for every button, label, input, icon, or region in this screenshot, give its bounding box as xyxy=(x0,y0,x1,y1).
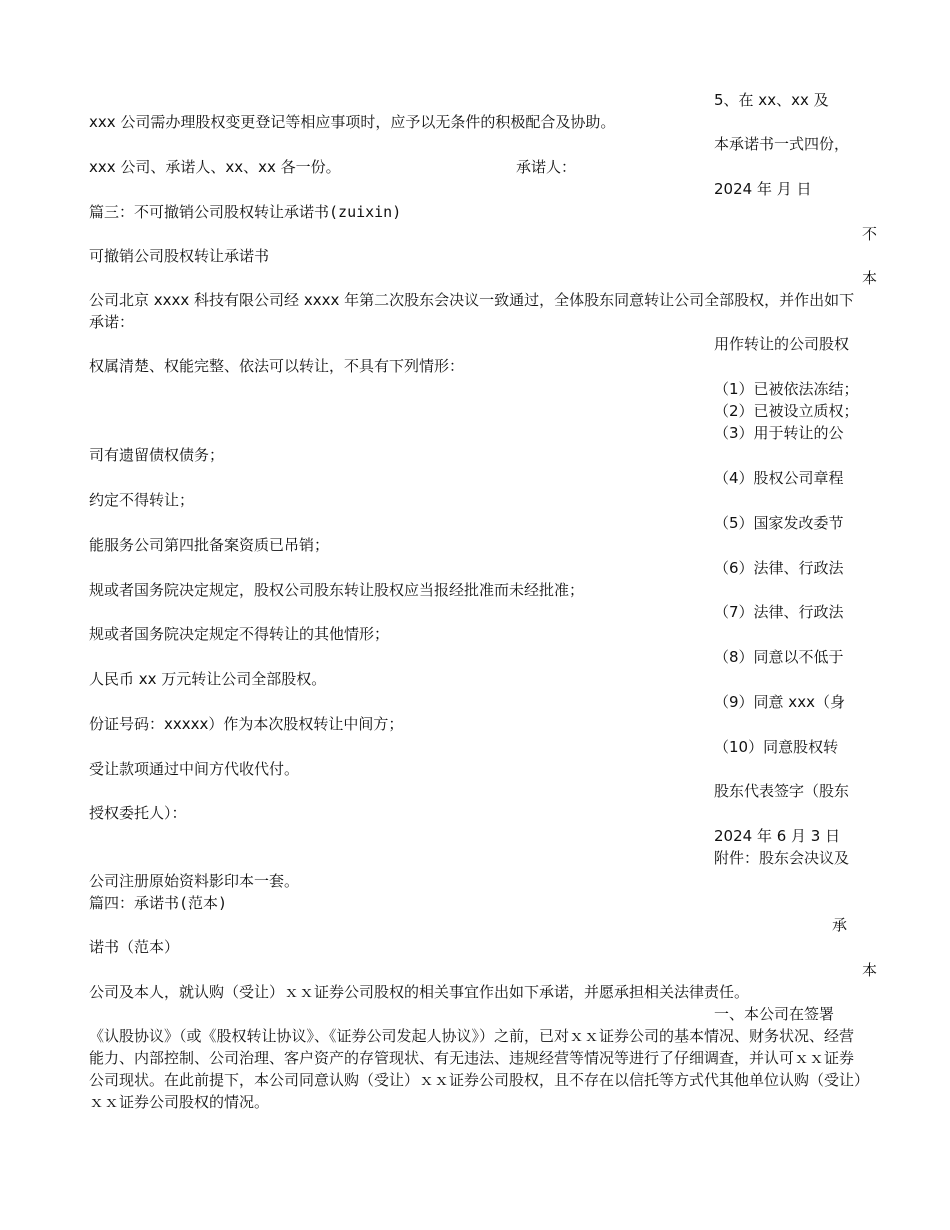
text-line: 本承诺书一式四份， xyxy=(714,135,850,153)
text-line: 人民币 xx 万元转让公司全部股权。 xyxy=(89,670,327,688)
text-line: 受让款项通过中间方代收代付。 xyxy=(89,760,300,778)
text-line: 司有遗留债权债务； xyxy=(89,446,225,464)
text-line: 权属清楚、权能完整、依法可以转让，不具有下列情形： xyxy=(89,357,465,375)
text-line: 诺书（范本） xyxy=(89,938,180,956)
list-item: （8）同意以不低于 xyxy=(714,648,844,666)
date-line: 2024 年 月 日 xyxy=(714,180,812,198)
list-item: （10）同意股权转 xyxy=(714,738,839,756)
text-line: 公司注册原始资料影印本一套。 xyxy=(89,872,300,890)
text-line: 约定不得转让； xyxy=(89,491,195,509)
list-item: （9）同意 xxx（身 xyxy=(714,693,845,711)
text-line: 一、本公司在签署 xyxy=(714,1005,835,1023)
list-item: （6）法律、行政法 xyxy=(714,559,844,577)
list-item: （2）已被设立质权； xyxy=(714,402,859,420)
text-line: 用作转让的公司股权 xyxy=(714,335,850,353)
text-line: 份证号码：xxxxx）作为本次股权转让中间方； xyxy=(89,715,404,733)
text-fragment: 本 xyxy=(862,269,878,287)
list-item: （1）已被依法冻结； xyxy=(714,380,859,398)
text-line: 附件：股东会决议及 xyxy=(714,849,850,867)
text-line: 股东代表签字（股东 xyxy=(714,782,850,800)
date-line: 2024 年 6 月 3 日 xyxy=(714,827,841,845)
text-fragment: 承 xyxy=(832,916,848,934)
text-line: 公司及本人，就认购（受让）ｘｘ证券公司股权的相关事宜作出如下承诺，并愿承担相关法律责任。 xyxy=(89,983,750,1001)
text-line: 可撤销公司股权转让承诺书 xyxy=(89,247,270,265)
text-line: 授权委托人）： xyxy=(89,804,187,822)
text-line: xxx 公司、承诺人、xx、xx 各一份。 xyxy=(89,158,341,176)
signature-label: 承诺人： xyxy=(516,158,577,176)
list-item: （4）股权公司章程 xyxy=(714,469,844,487)
section-heading: 篇四：承诺书(范本) xyxy=(89,894,228,912)
text-fragment: 本 xyxy=(862,961,878,979)
paragraph: 公司北京 xxxx 科技有限公司经 xxxx 年第二次股东会决议一致通过，全体股东同意转让公司全部股权，并作出如下承诺： xyxy=(89,291,855,331)
text-line: 规或者国务院决定规定，股权公司股东转让股权应当报经批准而未经批准； xyxy=(89,581,585,599)
text-fragment: 不 xyxy=(862,225,878,243)
text-line: 规或者国务院决定规定不得转让的其他情形； xyxy=(89,625,390,643)
text-line: 5、在 xx、xx 及 xyxy=(714,91,829,109)
section-heading: 篇三：不可撤销公司股权转让承诺书(zuixin) xyxy=(89,203,402,221)
list-item: （7）法律、行政法 xyxy=(714,603,844,621)
list-item: （5）国家发改委节 xyxy=(714,514,844,532)
text-line: xxx 公司需办理股权变更登记等相应事项时，应予以无条件的积极配合及协助。 xyxy=(89,113,616,131)
list-item: （3）用于转让的公 xyxy=(714,424,844,442)
paragraph: 《认股协议》（或《股权转让协议》、《证券公司发起人协议》）之前，已对ｘｘ证券公司的基本情况、财务状况、经营能力、内部控制、公司治理、客户资产的存管现状、有无违法、违规经营等情况等进行了仔细调查，并认可ｘｘ证券公司现状。在此前提下，本公司同意认购（受让）ｘｘ证券公司股权，且不存在以信托等方式代其他单位认购（受让）ｘｘ证券公司股权的情况。 xyxy=(89,1027,862,1111)
text-line: 能服务公司第四批备案资质已吊销； xyxy=(89,536,330,554)
